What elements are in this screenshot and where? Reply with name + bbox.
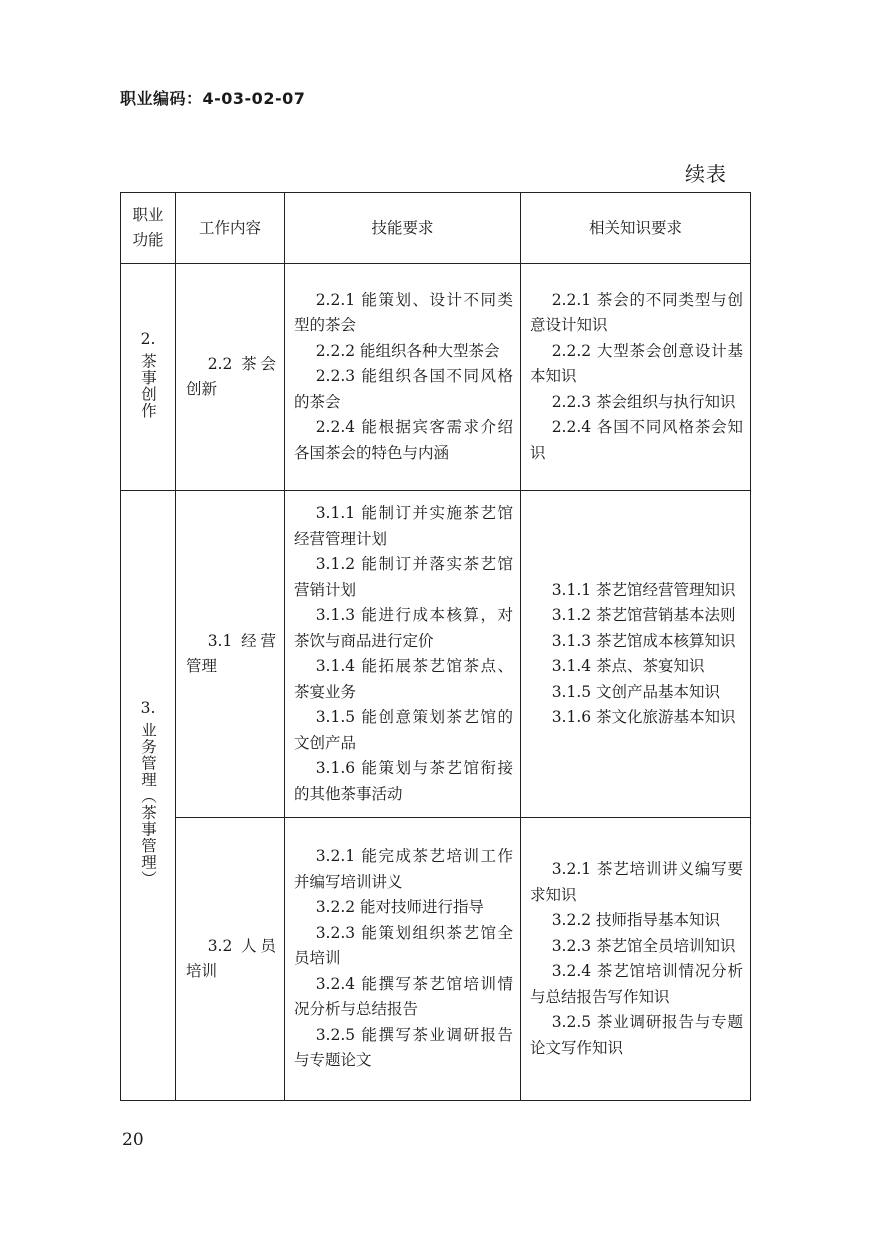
knowledge-item: 3.2.1 茶艺培训讲义编写要求知识 [530,860,743,904]
function-number: 2. [140,330,156,348]
skill-item: 3.1.4 能拓展茶艺馆茶点、茶宴业务 [294,657,513,701]
work-content-cell [176,264,285,491]
header-skills: 技能要求 [285,193,521,264]
knowledge-item: 3.2.5 茶业调研报告与专题论文写作知识 [530,1013,743,1057]
work-content: 3.1 经营管理 [186,631,276,675]
knowledge-item: 3.2.3 茶艺馆全员培训知识 [551,936,736,955]
skill-item: 3.1.1 能制订并实施茶艺馆经营管理计划 [294,504,513,548]
work-content: 3.2 人员培训 [186,936,276,980]
skill-item: 2.2.2 能组织各种大型茶会 [315,341,500,360]
work-content-cell [176,818,285,1101]
knowledge-item: 3.2.2 技师指导基本知识 [551,911,721,929]
table-row [121,491,751,818]
header-function [121,193,176,264]
knowledge-item: 2.2.1 茶会的不同类型与创意设计知识 [530,290,743,335]
knowledge-item: 3.1.5 文创产品基本知识 [551,682,721,701]
knowledge-item: 2.2.2 大型茶会创意设计基本知识 [530,341,743,386]
skill-item: 3.1.6 能策划与茶艺馆衔接的其他茶事活动 [294,759,513,803]
table-header-row [121,193,751,264]
knowledge-cell [521,491,751,818]
skill-item: 2.2.3 能组织各国不同风格的茶会 [294,367,513,411]
work-content: 2.2 茶会创新 [186,354,276,398]
knowledge-item: 3.1.1 茶艺馆经营管理知识 [551,580,736,599]
skill-item: 3.1.2 能制订并落实茶艺馆营销计划 [294,555,513,599]
continued-label: 续表 [685,162,727,186]
skill-item: 3.2.4 能撰写茶艺馆培训情况分析与总结报告 [294,974,513,1019]
table-row [121,818,751,1101]
function-name: 业务管理（茶事管理） [139,721,157,887]
knowledge-cell [521,264,751,491]
knowledge-item: 3.1.6 茶文化旅游基本知识 [551,708,736,726]
skill-item: 2.2.4 能根据宾客需求介绍各国茶会的特色与内涵 [294,418,513,462]
work-content-cell [176,491,285,818]
header-content: 工作内容 [176,193,285,264]
knowledge-item: 3.1.3 茶艺馆成本核算知识 [551,631,736,650]
function-number: 3. [140,699,156,717]
skill-item: 3.2.1 能完成茶艺培训工作并编写培训讲义 [294,847,513,891]
function-cell [121,491,176,1101]
skill-item: 3.1.5 能创意策划茶艺馆的文创产品 [294,708,513,752]
skills-cell [285,491,521,818]
skill-item: 3.2.3 能策划组织茶艺馆全员培训 [294,923,513,968]
function-cell [121,264,176,491]
occupation-code: 职业编码：4-03-02-07 [120,89,306,108]
skill-item: 2.2.1 能策划、设计不同类型的茶会 [294,290,513,335]
skills-cell [285,818,521,1101]
requirements-table [120,192,751,1101]
page-number: 20 [122,1130,144,1150]
skills-cell [285,264,521,491]
knowledge-item: 2.2.3 茶会组织与执行知识 [551,392,736,411]
table-row [121,264,751,491]
skill-item: 3.2.5 能撰写茶业调研报告与专题论文 [294,1025,513,1070]
function-name: 茶事创作 [139,352,157,419]
knowledge-item: 3.2.4 茶艺馆培训情况分析与总结报告写作知识 [530,962,743,1006]
header-function-line: 功能 [132,231,164,249]
header-function-line: 职业 [132,206,164,224]
skill-item: 3.1.3 能进行成本核算，对茶饮与商品进行定价 [294,606,513,650]
header-knowledge: 相关知识要求 [521,193,751,264]
knowledge-cell [521,818,751,1101]
knowledge-item: 3.1.4 茶点、茶宴知识 [551,657,705,675]
knowledge-item: 3.1.2 茶艺馆营销基本法则 [551,606,736,624]
skill-item: 3.2.2 能对技师进行指导 [315,898,485,917]
knowledge-item: 2.2.4 各国不同风格茶会知识 [530,418,743,462]
